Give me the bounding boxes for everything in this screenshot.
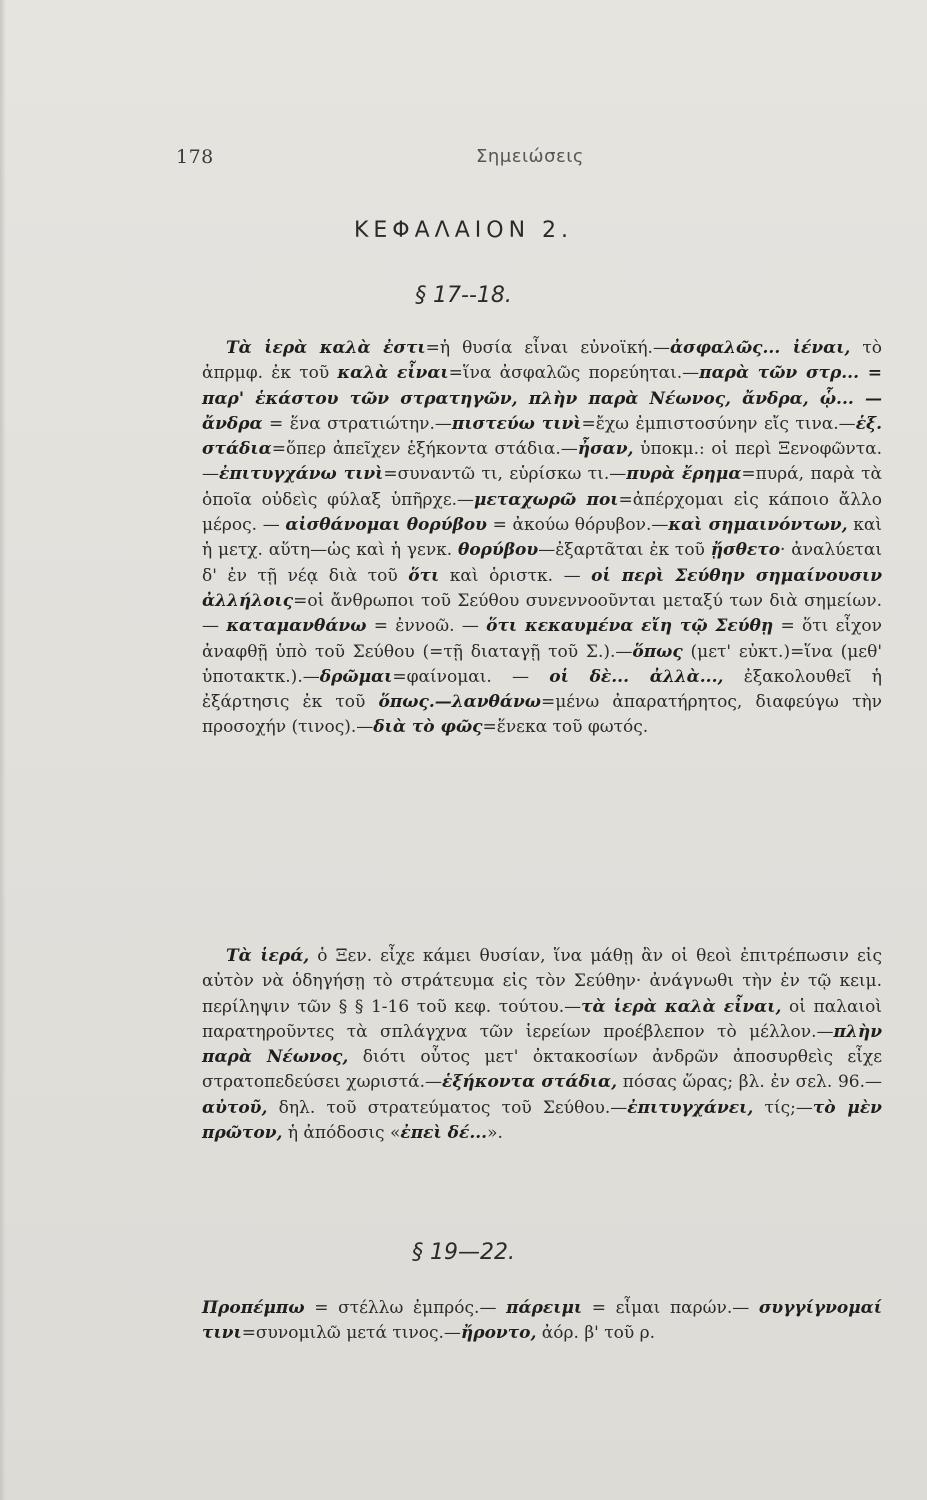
lemma-term: οἱ περὶ Σεύθην σημαίνουσιν ἀλλήλοις	[202, 565, 882, 611]
lemma-term: παρὰ τῶν στρ... = παρ' ἑκάστου τῶν στρατηγῶν, πλὴν παρὰ Νέωνος, ἄνδρα, ᾧ... — ἄνδρα	[202, 363, 882, 434]
lemma-term: ὅπως	[632, 641, 683, 662]
lemma-term: ἐπεὶ δέ...	[400, 1123, 488, 1144]
gloss-text: ὁ Ξεν. εἶχε κάμει θυσίαν, ἵνα μάθῃ ἂν οἱ θεοὶ ἐπιτρέπωσιν εἰς αὐτὸν νὰ ὁδηγήσῃ τὸ στράτευμα εἰς τὸν Σεύθην· ἀνάγνωθι τὴν ἐν τῷ κειμ. περίληψιν τῶν § § 1-16 τοῦ κεφ. τούτου.—	[202, 946, 882, 1017]
lemma-term: Προπέμπω	[202, 1298, 305, 1318]
gloss-text: καὶ ἡ μετχ. αὕτη—ὡς καὶ ἡ γενκ.	[202, 515, 882, 561]
notes-paragraph	[202, 336, 882, 741]
gloss-text: = εἶμαι παρών.—	[582, 1298, 759, 1318]
gloss-text: =συναντῶ τι, εὑρίσκω τι.—	[383, 464, 627, 485]
gloss-text: δηλ. τοῦ στρατεύματος τοῦ Σεύθου.—	[267, 1097, 628, 1118]
gloss-text: διότι οὗτος μετ' ὀκτακοσίων ἀνδρῶν ἀποσυρθεὶς εἶχε στρατοπεδεύσει χωριστά.—	[202, 1047, 883, 1093]
gloss-text: = ἀκούω θόρυβον.—	[486, 515, 669, 536]
gloss-text: τίς;—	[753, 1097, 813, 1118]
lemma-term: ἤροντο,	[460, 1323, 537, 1344]
lemma-term: θορύβου	[457, 540, 539, 561]
lemma-term: αἰσθάνομαι θορύβου	[285, 515, 487, 536]
gloss-text: =ἔχω ἐμπιστοσύνην εἴς τινα.—	[581, 413, 856, 434]
gloss-text: =ἕνεκα τοῦ φωτός.	[482, 717, 649, 738]
gloss-text: = στέλλω ἐμπρός.—	[304, 1298, 507, 1318]
section-heading-17-18: § 17--18.	[415, 283, 512, 308]
gloss-text: ἐξακολουθεῖ ἡ ἐξάρτησις ἐκ τοῦ	[202, 666, 882, 713]
gloss-text: ἡ ἀπόδοσις «	[282, 1123, 401, 1144]
lemma-term: διὰ τὸ φῶς	[373, 717, 483, 738]
gloss-text: =φαίνομαι. —	[392, 666, 550, 687]
lemma-term: Τὰ ἱερά,	[226, 946, 310, 966]
page-header	[176, 146, 736, 176]
lemma-term: καταμανθάνω	[226, 616, 367, 637]
gloss-text: =μένω ἀπαρατήρητος, διαφεύγω τὴν προσοχήν (τινος).—	[202, 692, 882, 738]
page-number: 178	[176, 146, 214, 168]
lemma-term: δρῶμαι	[319, 666, 393, 687]
notes-paragraph	[202, 944, 882, 1146]
gloss-text: —ἐξαρτᾶται ἐκ τοῦ	[538, 540, 711, 561]
gloss-text: = ὅτι εἶχον ἀναφθῇ ὑπὸ τοῦ Σεύθου (=τῇ διαταγῇ τοῦ Σ.).—	[202, 616, 882, 662]
lemma-term: πιστεύω τινὶ	[451, 413, 582, 434]
gloss-text: · ἀναλύεται δ' ἐν τῇ νέᾳ διὰ τοῦ	[202, 540, 883, 586]
lemma-term: ἑξ. στάδια	[202, 413, 883, 460]
lemma-term: ᾔσθετο	[710, 540, 781, 561]
lemma-term: πλὴν παρὰ Νέωνος,	[202, 1021, 882, 1068]
lemma-term: καὶ σημαινόντων,	[668, 515, 848, 536]
lemma-term: ἐπιτυγχάνω τινὶ	[219, 464, 384, 485]
notes-paragraph	[202, 1296, 882, 1347]
gloss-text: = ἐννοῶ. —	[366, 616, 487, 637]
gloss-text: =οἱ ἄνθρωποι τοῦ Σεύθου συνεννοοῦνται μεταξύ των διὰ σημείων. —	[202, 590, 882, 637]
lemma-term: ἦσαν,	[577, 439, 634, 460]
chapter-title: ΚΕΦΑΛΑΙΟΝ 2.	[353, 218, 574, 243]
lemma-term: καλὰ εἶναι	[337, 363, 449, 384]
lemma-term: συγγίγνομαί τινι	[202, 1298, 882, 1344]
lemma-term: ἐπιτυγχάνει,	[627, 1097, 754, 1118]
gloss-text: =ἡ θυσία εἶναι εὐνοϊκή.—	[425, 338, 670, 358]
lemma-term: τὸ μὲν πρῶτον,	[202, 1097, 882, 1144]
gloss-text: ἀόρ. β' τοῦ ρ.	[536, 1323, 656, 1344]
gloss-text: πόσας ὥρας; βλ. ἐν σελ. 96.—	[617, 1072, 882, 1093]
gloss-text: οἱ παλαιοὶ παρατηροῦντες τὰ σπλάγχνα τῶν ἱερείων προέβλεπον τὸ μέλλον.—	[202, 996, 882, 1042]
lemma-term: ἀσφαλῶς... ἰέναι,	[669, 338, 851, 358]
lemma-term: ὅτι	[408, 565, 440, 586]
gloss-text: (μετ' εὐκτ.)=ἵνα (μεθ' ὑποτακτκ.).—	[202, 641, 883, 687]
lemma-term: ὅτι κεκαυμένα εἴη τῷ Σεύθῃ	[486, 616, 774, 637]
gloss-text: =ἀπέρχομαι εἰς κάποιο ἄλλο μέρος. —	[202, 489, 882, 536]
section-heading-19-22: § 19—22.	[412, 1240, 515, 1265]
lemma-term: ἑξήκοντα στάδια,	[442, 1072, 618, 1093]
running-title: Σημειώσεις	[476, 146, 584, 167]
gloss-text: ».	[487, 1123, 503, 1144]
lemma-term: πάρειμι	[506, 1298, 583, 1318]
lemma-term: ὅπως.—λανθάνω	[378, 692, 541, 713]
gloss-text: ὑποκμ.: οἱ περὶ Ξενοφῶντα.—	[202, 439, 882, 485]
gloss-text: καὶ ὁριστκ. —	[439, 565, 592, 586]
gloss-text: =ὅπερ ἀπεῖχεν ἑξήκοντα στάδια.—	[271, 439, 578, 460]
lemma-term: αὐτοῦ,	[202, 1097, 268, 1118]
lemma-term: Τὰ ἱερὰ καλὰ ἐστι	[226, 338, 426, 358]
gloss-text: =συνομιλῶ μετά τινος.—	[241, 1323, 461, 1344]
lemma-term: μεταχωρῶ ποι	[474, 489, 619, 510]
lemma-term: τὰ ἱερὰ καλὰ εἶναι,	[581, 996, 782, 1017]
gloss-text: τὸ ἀπρμφ. ἐκ τοῦ	[202, 338, 883, 384]
gloss-text: =πυρά, παρὰ τὰ ὁποῖα οὐδεὶς φύλαξ ὑπῆρχε.—	[202, 464, 883, 510]
gloss-text: = ἕνα στρατιώτην.—	[262, 413, 452, 434]
gloss-text: =ἵνα ἀσφαλῶς πορεύηται.—	[448, 363, 700, 384]
lemma-term: οἱ δὲ... ἀλλὰ...,	[549, 666, 724, 687]
lemma-term: πυρὰ ἔρημα	[626, 464, 742, 485]
